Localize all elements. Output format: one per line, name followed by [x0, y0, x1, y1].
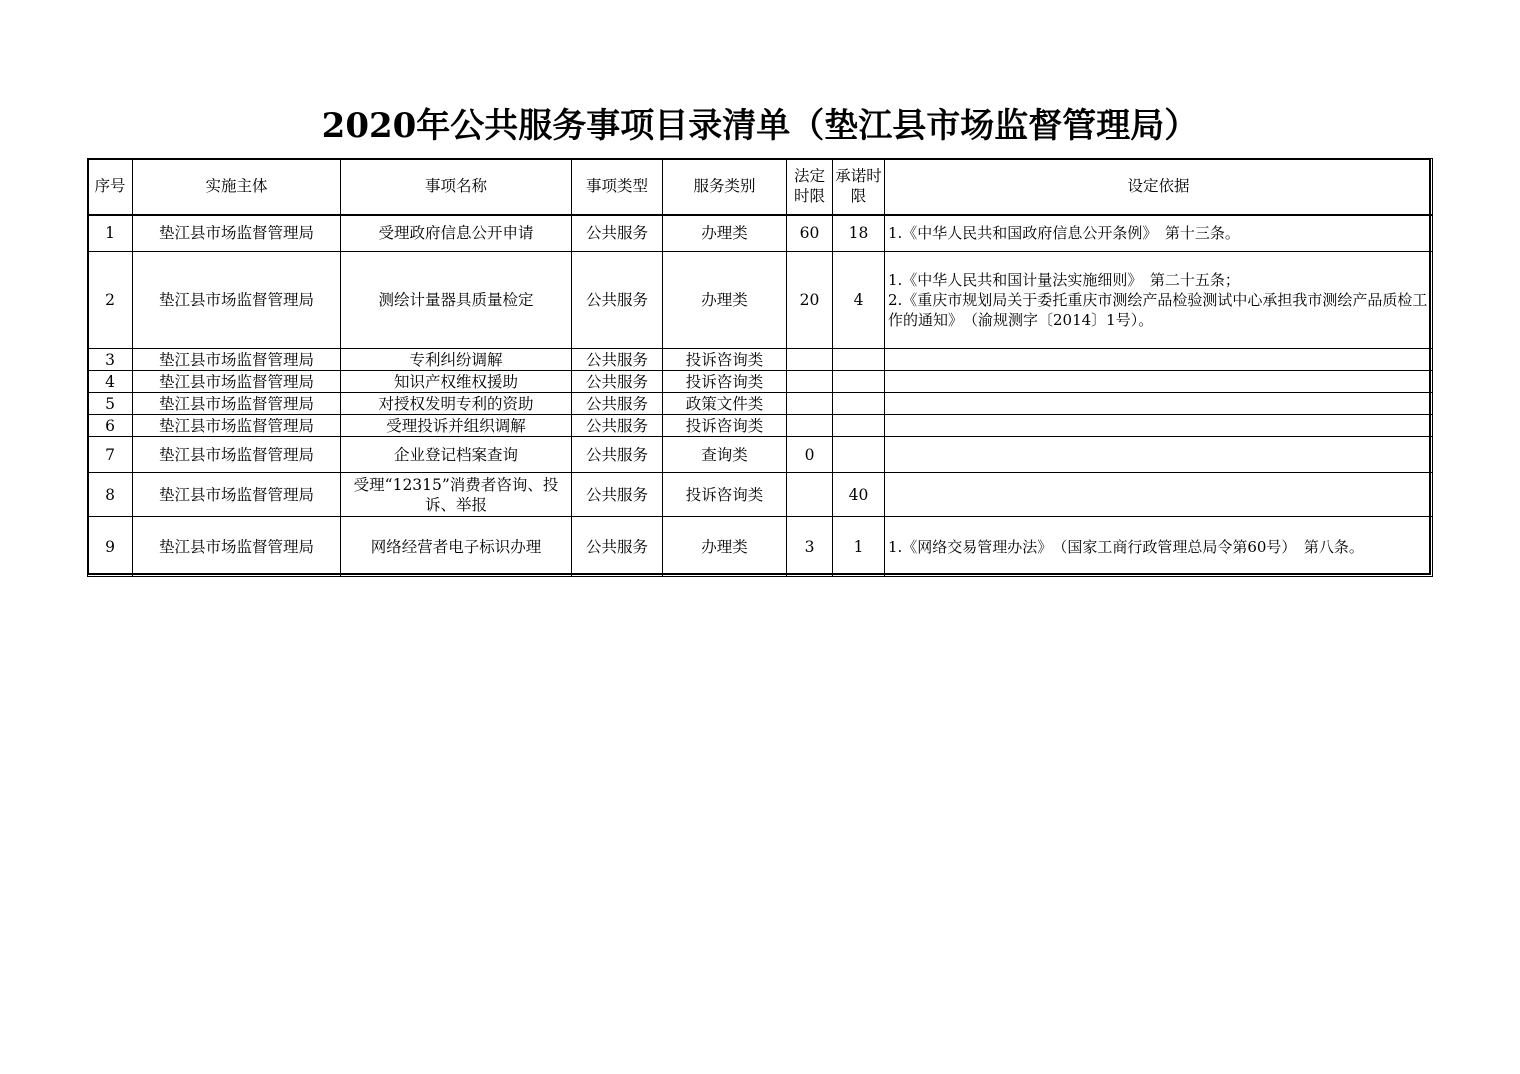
cell-legal-limit	[787, 473, 833, 517]
cell-category: 投诉咨询类	[663, 415, 787, 437]
cell-category: 投诉咨询类	[663, 371, 787, 393]
cell-basis	[885, 349, 1433, 371]
table-row	[88, 393, 1433, 415]
cell-type: 公共服务	[572, 349, 663, 371]
cell-category: 投诉咨询类	[663, 473, 787, 517]
cell-subject: 垫江县市场监督管理局	[133, 371, 341, 393]
table-row	[88, 473, 1433, 517]
cell-name: 企业登记档案查询	[341, 437, 572, 473]
cell-seq: 9	[88, 517, 133, 577]
basis-line: 1.《中华人民共和国政府信息公开条例》 第十三条。	[888, 224, 1240, 243]
cell-promise-limit	[833, 371, 885, 393]
cell-seq: 6	[88, 415, 133, 437]
cell-category: 投诉咨询类	[663, 349, 787, 371]
header-type: 事项类型	[572, 159, 663, 215]
cell-promise-limit	[833, 415, 885, 437]
cell-name: 测绘计量器具质量检定	[341, 252, 572, 349]
cell-subject: 垫江县市场监督管理局	[133, 215, 341, 252]
table-row	[88, 437, 1433, 473]
header-category: 服务类别	[663, 159, 787, 215]
cell-name: 受理投诉并组织调解	[341, 415, 572, 437]
cell-subject: 垫江县市场监督管理局	[133, 393, 341, 415]
cell-legal-limit: 0	[787, 437, 833, 473]
header-promise-limit: 承诺时限	[833, 159, 885, 215]
cell-legal-limit	[787, 415, 833, 437]
cell-type: 公共服务	[572, 415, 663, 437]
table-row	[88, 349, 1433, 371]
table-header-row	[88, 159, 1433, 215]
cell-subject: 垫江县市场监督管理局	[133, 349, 341, 371]
cell-promise-limit	[833, 437, 885, 473]
cell-type: 公共服务	[572, 252, 663, 349]
cell-promise-limit: 1	[833, 517, 885, 577]
header-legal-limit: 法定时限	[787, 159, 833, 215]
cell-name: 受理政府信息公开申请	[341, 215, 572, 252]
cell-legal-limit: 60	[787, 215, 833, 252]
header-subject: 实施主体	[133, 159, 341, 215]
cell-type: 公共服务	[572, 517, 663, 577]
cell-legal-limit	[787, 371, 833, 393]
cell-promise-limit: 4	[833, 252, 885, 349]
cell-name: 受理“12315”消费者咨询、投诉、举报	[341, 473, 572, 517]
table-row	[88, 215, 1433, 252]
cell-subject: 垫江县市场监督管理局	[133, 473, 341, 517]
cell-legal-limit	[787, 393, 833, 415]
cell-basis	[885, 473, 1433, 517]
cell-category: 政策文件类	[663, 393, 787, 415]
cell-type: 公共服务	[572, 371, 663, 393]
cell-basis	[885, 393, 1433, 415]
header-basis: 设定依据	[885, 159, 1433, 215]
cell-basis	[885, 437, 1433, 473]
table-row	[88, 252, 1433, 349]
cell-seq: 8	[88, 473, 133, 517]
cell-seq: 7	[88, 437, 133, 473]
cell-type: 公共服务	[572, 215, 663, 252]
cell-legal-limit: 3	[787, 517, 833, 577]
cell-type: 公共服务	[572, 473, 663, 517]
table-row	[88, 415, 1433, 437]
cell-seq: 1	[88, 215, 133, 252]
cell-category: 查询类	[663, 437, 787, 473]
cell-subject: 垫江县市场监督管理局	[133, 437, 341, 473]
cell-basis	[885, 517, 1433, 577]
cell-subject: 垫江县市场监督管理局	[133, 252, 341, 349]
cell-subject: 垫江县市场监督管理局	[133, 517, 341, 577]
cell-subject: 垫江县市场监督管理局	[133, 415, 341, 437]
cell-basis	[885, 252, 1433, 349]
cell-type: 公共服务	[572, 437, 663, 473]
cell-promise-limit	[833, 349, 885, 371]
table-row	[88, 517, 1433, 577]
cell-name: 网络经营者电子标识办理	[341, 517, 572, 577]
cell-promise-limit	[833, 393, 885, 415]
cell-seq: 5	[88, 393, 133, 415]
page-title: 2020年公共服务事项目录清单（垫江县市场监督管理局）	[321, 106, 1199, 146]
basis-line: 2.《重庆市规划局关于委托重庆市测绘产品检验测试中心承担我市测绘产品质检工作的通知》 （渝规测字〔2014〕1号）。	[888, 291, 1428, 329]
cell-seq: 2	[88, 252, 133, 349]
cell-basis	[885, 371, 1433, 393]
cell-basis	[885, 415, 1433, 437]
cell-legal-limit: 20	[787, 252, 833, 349]
cell-seq: 3	[88, 349, 133, 371]
cell-category: 办理类	[663, 517, 787, 577]
cell-seq: 4	[88, 371, 133, 393]
cell-name: 专利纠纷调解	[341, 349, 572, 371]
cell-type: 公共服务	[572, 393, 663, 415]
cell-name: 知识产权维权援助	[341, 371, 572, 393]
cell-category: 办理类	[663, 215, 787, 252]
table-row	[88, 371, 1433, 393]
cell-basis	[885, 215, 1433, 252]
header-name: 事项名称	[341, 159, 572, 215]
cell-category: 办理类	[663, 252, 787, 349]
basis-line: 1.《中华人民共和国计量法实施细则》 第二十五条；	[888, 271, 1240, 289]
header-seq: 序号	[88, 159, 133, 215]
cell-name: 对授权发明专利的资助	[341, 393, 572, 415]
service-items-table	[87, 158, 1433, 577]
cell-promise-limit: 40	[833, 473, 885, 517]
cell-promise-limit: 18	[833, 215, 885, 252]
cell-legal-limit	[787, 349, 833, 371]
basis-line: 1.《网络交易管理办法》 （国家工商行政管理总局令第60号） 第八条。	[888, 537, 1364, 556]
